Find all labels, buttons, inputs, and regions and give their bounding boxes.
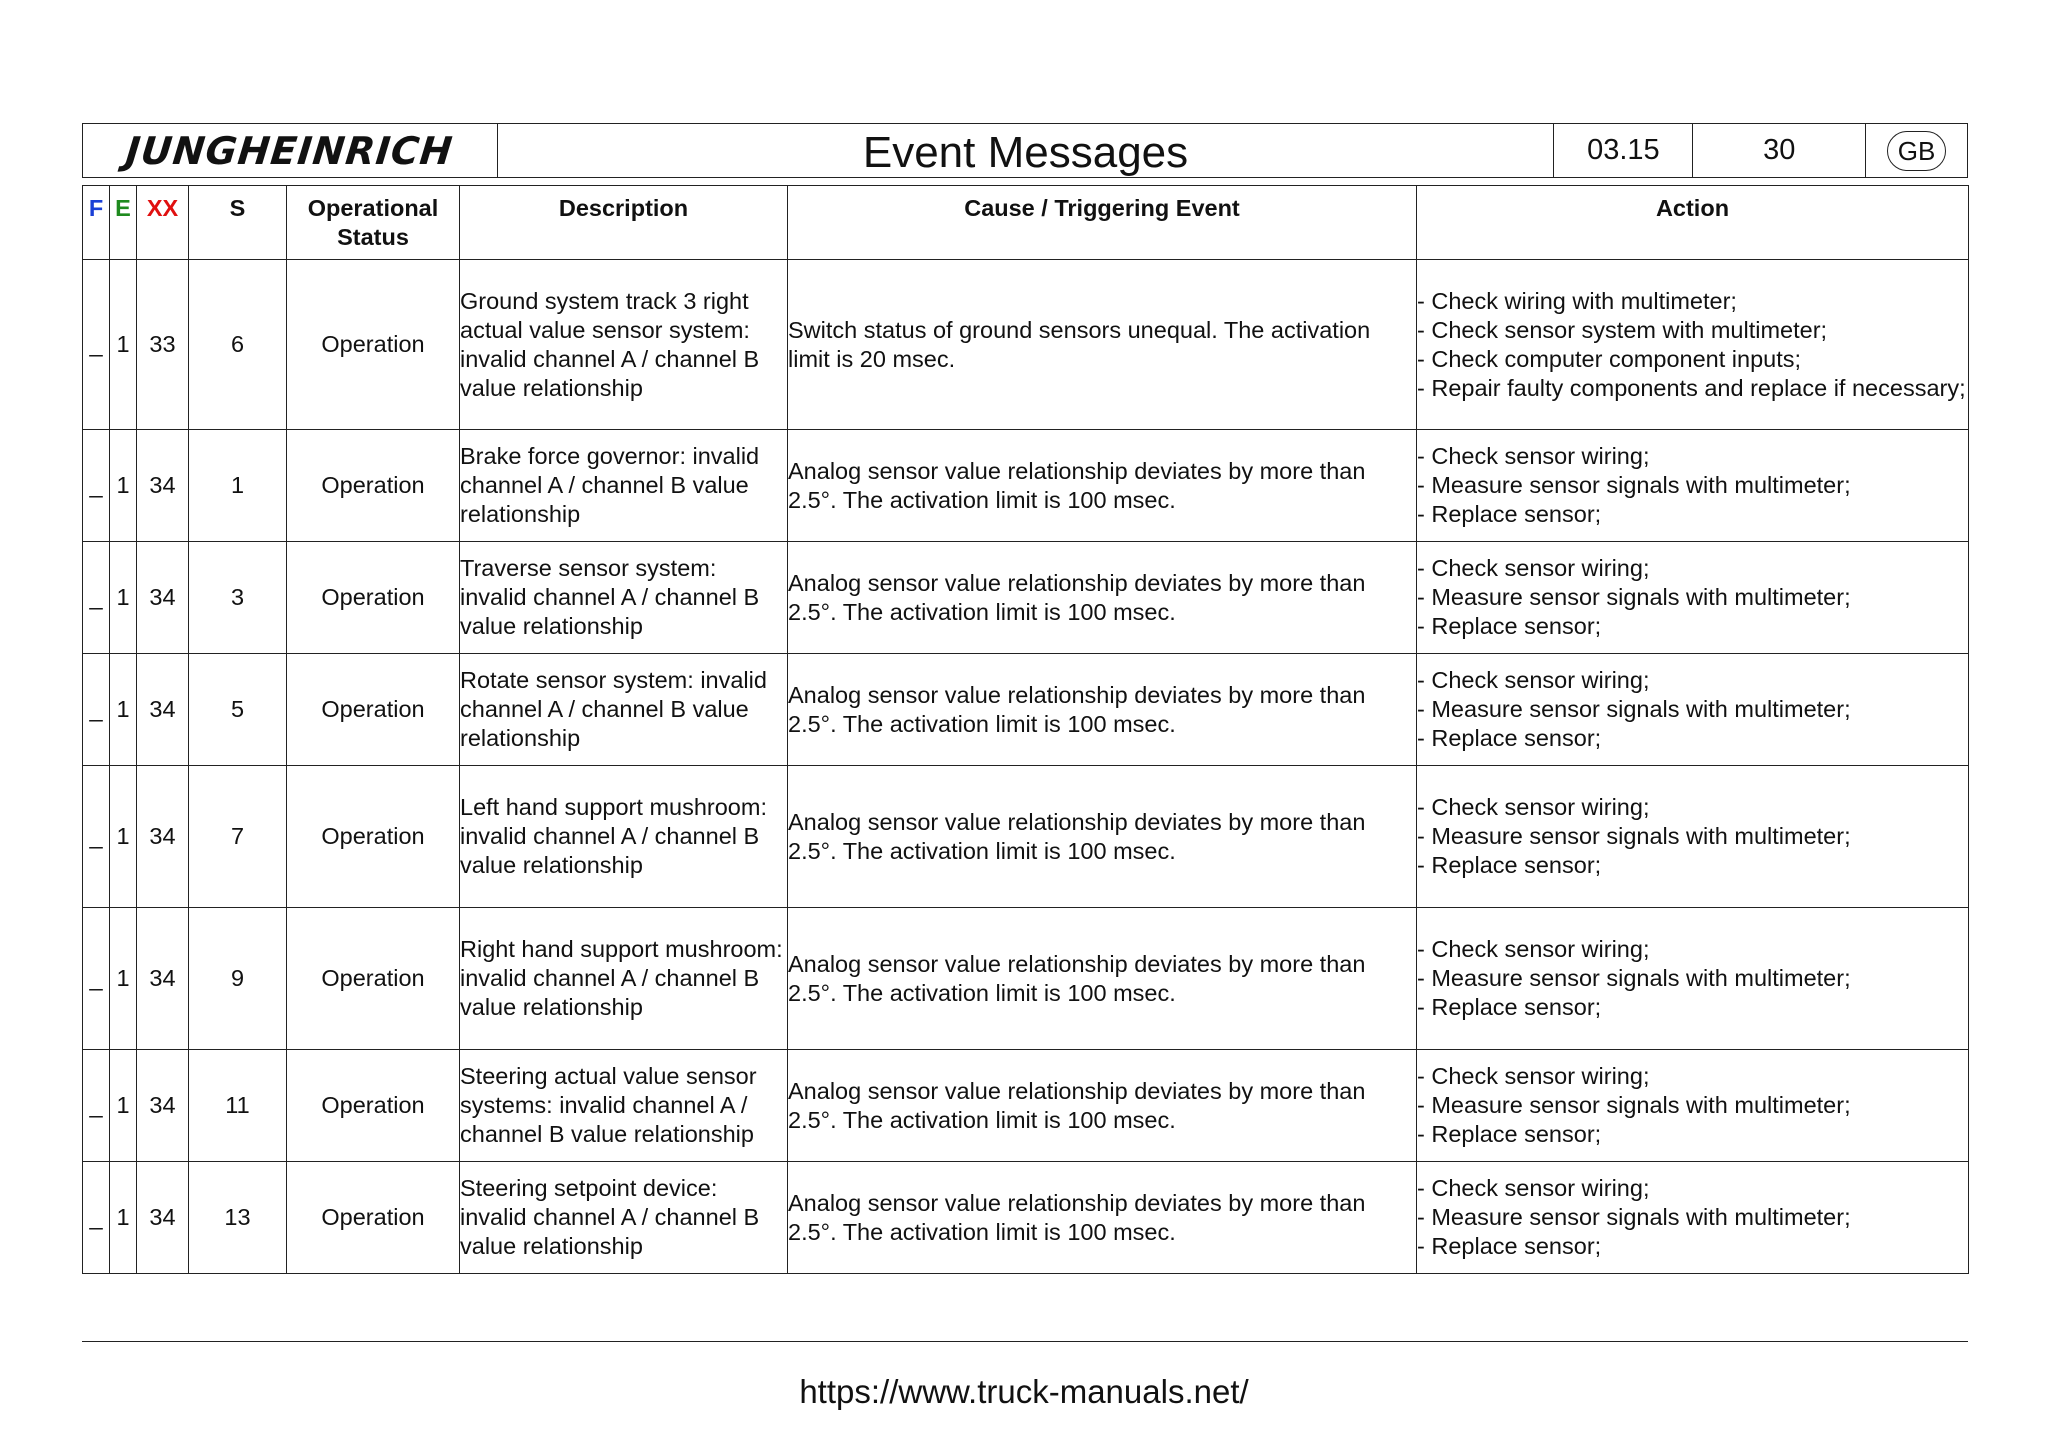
action-item: - Check computer component inputs; xyxy=(1417,345,1968,374)
column-header-f: F xyxy=(83,186,110,260)
table-body xyxy=(83,260,1969,1274)
cell-action xyxy=(1417,766,1969,908)
action-item: - Measure sensor signals with multimeter; xyxy=(1417,471,1968,500)
cell-xx: 34 xyxy=(137,654,189,766)
cell-s: 3 xyxy=(189,542,287,654)
column-header-action: Action xyxy=(1417,186,1969,260)
cell-xx: 34 xyxy=(137,430,189,542)
cell-s: 13 xyxy=(189,1162,287,1274)
cell-operational-status: Operation xyxy=(287,908,460,1050)
page-number-cell xyxy=(1693,124,1866,177)
column-header-xx: XX xyxy=(137,186,189,260)
cell-description: Brake force governor: invalid channel A / channel B value relationship xyxy=(460,430,788,542)
table-row xyxy=(83,430,1969,542)
table-row xyxy=(83,908,1969,1050)
action-item: - Replace sensor; xyxy=(1417,612,1968,641)
action-item: - Check sensor wiring; xyxy=(1417,1174,1968,1203)
cell-operational-status: Operation xyxy=(287,542,460,654)
cell-s: 11 xyxy=(189,1050,287,1162)
cell-operational-status: Operation xyxy=(287,654,460,766)
action-list xyxy=(1417,554,1968,641)
table-row xyxy=(83,260,1969,430)
cell-e: 1 xyxy=(110,1162,137,1274)
language-cell xyxy=(1866,124,1967,177)
cell-action xyxy=(1417,542,1969,654)
cell-operational-status: Operation xyxy=(287,766,460,908)
cell-operational-status: Operation xyxy=(287,1050,460,1162)
cell-f: _ xyxy=(83,908,110,1050)
date-cell xyxy=(1554,124,1693,177)
action-list xyxy=(1417,793,1968,880)
action-item: - Replace sensor; xyxy=(1417,1120,1968,1149)
cell-action xyxy=(1417,1162,1969,1274)
cell-s: 9 xyxy=(189,908,287,1050)
cell-xx: 33 xyxy=(137,260,189,430)
cell-cause: Analog sensor value relationship deviates by more than 2.5°. The activation limit is 100 msec. xyxy=(788,908,1417,1050)
action-item: - Check sensor wiring; xyxy=(1417,793,1968,822)
page-number: 30 xyxy=(1763,134,1796,166)
cell-action xyxy=(1417,654,1969,766)
cell-action xyxy=(1417,908,1969,1050)
action-list xyxy=(1417,287,1968,403)
action-item: - Replace sensor; xyxy=(1417,724,1968,753)
cell-s: 5 xyxy=(189,654,287,766)
cell-xx: 34 xyxy=(137,908,189,1050)
cell-f: _ xyxy=(83,654,110,766)
event-messages-table xyxy=(82,185,1969,1274)
table-row xyxy=(83,1050,1969,1162)
document-date: 03.15 xyxy=(1587,134,1660,166)
cell-description: Right hand support mushroom: invalid channel A / channel B value relationship xyxy=(460,908,788,1050)
column-header-s: S xyxy=(189,186,287,260)
action-item: - Repair faulty components and replace if necessary; xyxy=(1417,374,1968,403)
action-item: - Check sensor wiring; xyxy=(1417,666,1968,695)
cell-cause: Analog sensor value relationship deviates by more than 2.5°. The activation limit is 100 msec. xyxy=(788,1050,1417,1162)
cell-e: 1 xyxy=(110,430,137,542)
cell-cause: Analog sensor value relationship deviates by more than 2.5°. The activation limit is 100 msec. xyxy=(788,430,1417,542)
cell-f: _ xyxy=(83,1162,110,1274)
cell-xx: 34 xyxy=(137,542,189,654)
cell-e: 1 xyxy=(110,260,137,430)
cell-xx: 34 xyxy=(137,1050,189,1162)
cell-description: Traverse sensor system: invalid channel A / channel B value relationship xyxy=(460,542,788,654)
table-row xyxy=(83,1162,1969,1274)
action-item: - Check sensor wiring; xyxy=(1417,554,1968,583)
action-item: - Replace sensor; xyxy=(1417,500,1968,529)
table-header-row xyxy=(83,186,1969,260)
action-list xyxy=(1417,442,1968,529)
action-item: - Measure sensor signals with multimeter; xyxy=(1417,583,1968,612)
cell-cause: Switch status of ground sensors unequal. The activation limit is 20 msec. xyxy=(788,260,1417,430)
cell-xx: 34 xyxy=(137,766,189,908)
cell-action xyxy=(1417,1050,1969,1162)
action-item: - Measure sensor signals with multimeter; xyxy=(1417,822,1968,851)
cell-f: _ xyxy=(83,766,110,908)
cell-description: Left hand support mushroom: invalid channel A / channel B value relationship xyxy=(460,766,788,908)
cell-f: _ xyxy=(83,260,110,430)
action-item: - Replace sensor; xyxy=(1417,993,1968,1022)
action-list xyxy=(1417,1174,1968,1261)
cell-description: Ground system track 3 right actual value sensor system: invalid channel A / channel B value relationship xyxy=(460,260,788,430)
footer-divider xyxy=(82,1341,1968,1342)
action-item: - Check wiring with multimeter; xyxy=(1417,287,1968,316)
column-header-cause: Cause / Triggering Event xyxy=(788,186,1417,260)
cell-e: 1 xyxy=(110,908,137,1050)
action-list xyxy=(1417,1062,1968,1149)
column-header-description: Description xyxy=(460,186,788,260)
cell-cause: Analog sensor value relationship deviates by more than 2.5°. The activation limit is 100 msec. xyxy=(788,542,1417,654)
action-item: - Check sensor wiring; xyxy=(1417,935,1968,964)
cell-description: Steering setpoint device: invalid channel A / channel B value relationship xyxy=(460,1162,788,1274)
cell-e: 1 xyxy=(110,654,137,766)
action-item: - Measure sensor signals with multimeter; xyxy=(1417,1203,1968,1232)
action-list xyxy=(1417,935,1968,1022)
cell-operational-status: Operation xyxy=(287,260,460,430)
cell-e: 1 xyxy=(110,766,137,908)
action-item: - Replace sensor; xyxy=(1417,1232,1968,1261)
logo-cell xyxy=(83,124,498,177)
cell-action xyxy=(1417,430,1969,542)
action-item: - Measure sensor signals with multimeter; xyxy=(1417,695,1968,724)
language-badge: GB xyxy=(1887,131,1947,171)
table-row xyxy=(83,542,1969,654)
action-item: - Replace sensor; xyxy=(1417,851,1968,880)
cell-operational-status: Operation xyxy=(287,430,460,542)
cell-cause: Analog sensor value relationship deviates by more than 2.5°. The activation limit is 100 msec. xyxy=(788,654,1417,766)
action-item: - Measure sensor signals with multimeter; xyxy=(1417,1091,1968,1120)
action-item: - Measure sensor signals with multimeter; xyxy=(1417,964,1968,993)
action-item: - Check sensor system with multimeter; xyxy=(1417,316,1968,345)
cell-description: Rotate sensor system: invalid channel A / channel B value relationship xyxy=(460,654,788,766)
cell-s: 1 xyxy=(189,430,287,542)
table-row xyxy=(83,654,1969,766)
cell-description: Steering actual value sensor systems: invalid channel A / channel B value relationship xyxy=(460,1050,788,1162)
page-header xyxy=(82,123,1968,178)
cell-e: 1 xyxy=(110,542,137,654)
table-row xyxy=(83,766,1969,908)
cell-operational-status: Operation xyxy=(287,1162,460,1274)
cell-action xyxy=(1417,260,1969,430)
cell-s: 7 xyxy=(189,766,287,908)
cell-cause: Analog sensor value relationship deviates by more than 2.5°. The activation limit is 100 msec. xyxy=(788,1162,1417,1274)
page-title: Event Messages xyxy=(862,127,1189,177)
footer-url: https://www.truck-manuals.net/ xyxy=(799,1373,1249,1410)
column-header-operational-status: Operational Status xyxy=(287,186,460,260)
action-list xyxy=(1417,666,1968,753)
cell-f: _ xyxy=(83,1050,110,1162)
action-item: - Check sensor wiring; xyxy=(1417,442,1968,471)
cell-cause: Analog sensor value relationship deviates by more than 2.5°. The activation limit is 100 msec. xyxy=(788,766,1417,908)
action-item: - Check sensor wiring; xyxy=(1417,1062,1968,1091)
cell-xx: 34 xyxy=(137,1162,189,1274)
brand-logo: JUNGHEINRICH xyxy=(124,128,456,173)
column-header-e: E xyxy=(110,186,137,260)
cell-f: _ xyxy=(83,430,110,542)
cell-e: 1 xyxy=(110,1050,137,1162)
cell-s: 6 xyxy=(189,260,287,430)
cell-f: _ xyxy=(83,542,110,654)
title-cell xyxy=(498,124,1555,177)
